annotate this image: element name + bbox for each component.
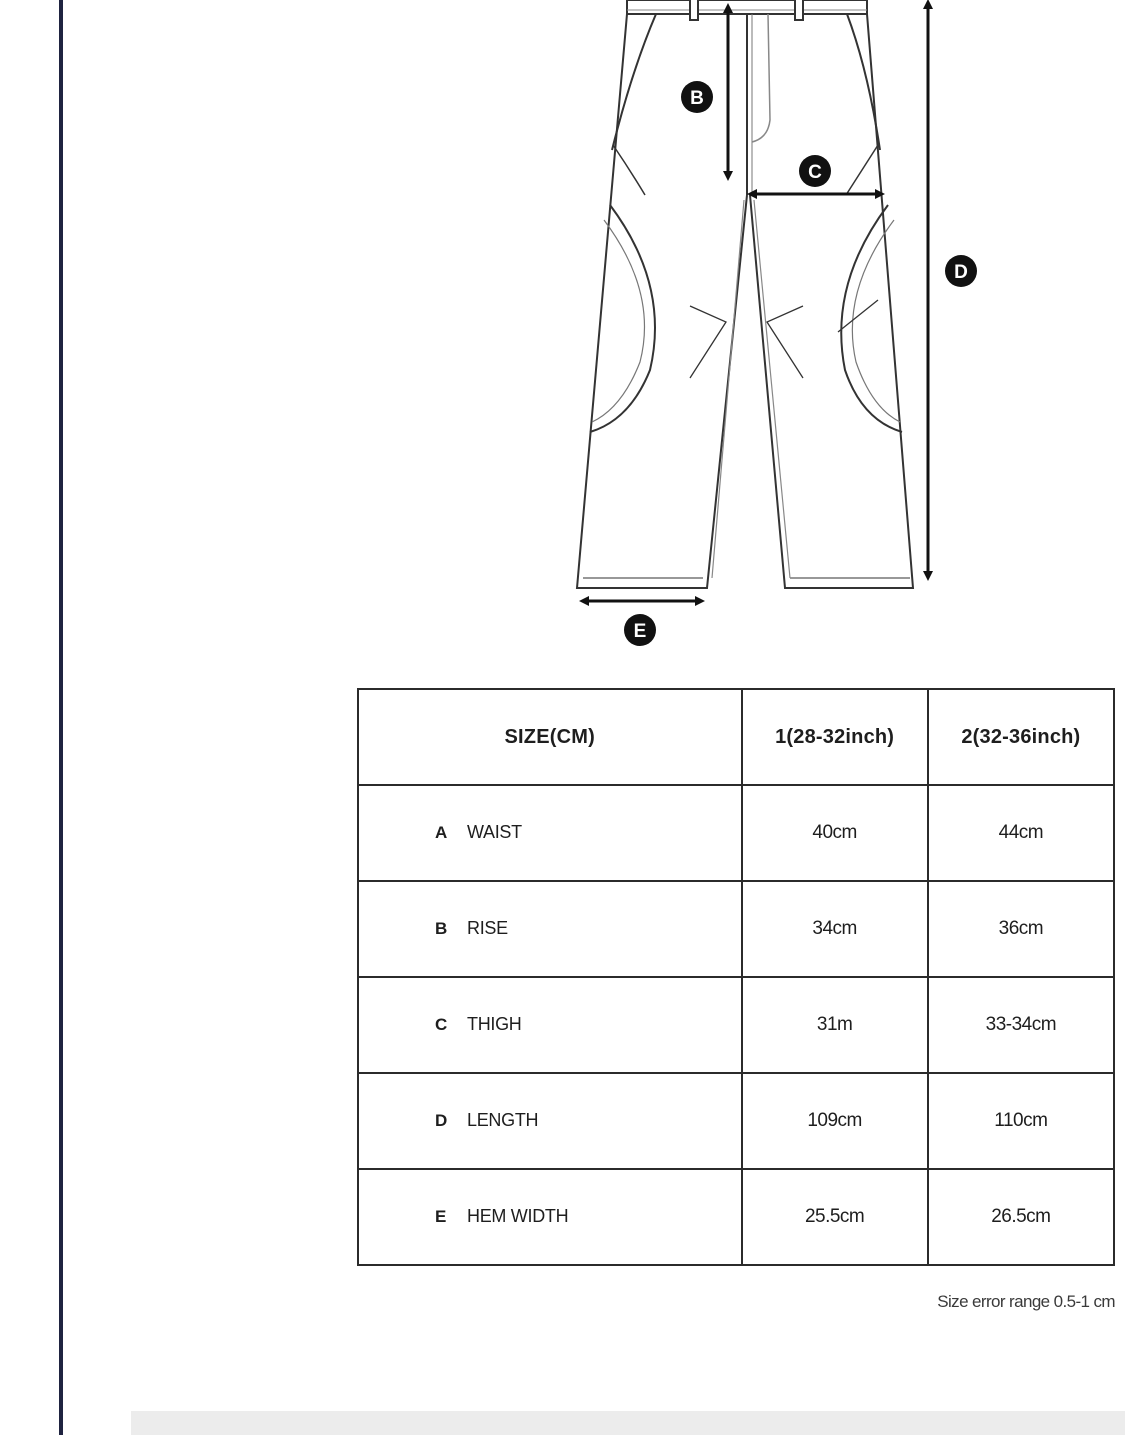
table-row (358, 1073, 1114, 1169)
table-row (358, 785, 1114, 881)
measurement-name: RISE (467, 918, 508, 938)
table-row (358, 881, 1114, 977)
measurement-value: 109cm (742, 1073, 928, 1169)
svg-text:D: D (954, 262, 968, 283)
table-header-row (358, 689, 1114, 785)
size-chart-table (357, 688, 1115, 1266)
size-header-label: SIZE(CM) (358, 689, 742, 785)
measurement-label (358, 881, 742, 977)
size-header-2: 2(32-36inch) (928, 689, 1114, 785)
measurement-letter: B (435, 919, 448, 938)
svg-text:C: C (808, 162, 822, 183)
svg-text:B: B (690, 88, 704, 109)
pants-measurement-diagram (0, 0, 1125, 680)
measurement-letter: A (435, 823, 448, 842)
measurement-arrows (584, 4, 928, 601)
measurement-value: 25.5cm (742, 1169, 928, 1265)
measurement-value: 44cm (928, 785, 1114, 881)
measurement-label (358, 785, 742, 881)
footer-band (131, 1411, 1125, 1435)
measurement-label (358, 977, 742, 1073)
measurement-letter: D (435, 1111, 448, 1130)
measurement-name: THIGH (467, 1014, 522, 1034)
measurement-value: 40cm (742, 785, 928, 881)
measurement-value: 110cm (928, 1073, 1114, 1169)
marker-badge-b (681, 81, 713, 113)
measurement-name: HEM WIDTH (467, 1206, 569, 1226)
table-row (358, 1169, 1114, 1265)
measurement-value: 33-34cm (928, 977, 1114, 1073)
measurement-value: 34cm (742, 881, 928, 977)
measurement-label (358, 1169, 742, 1265)
size-header-1: 1(28-32inch) (742, 689, 928, 785)
table-row (358, 977, 1114, 1073)
marker-badge-e (624, 614, 656, 646)
marker-badge-d (945, 255, 977, 287)
pants-outline (577, 0, 913, 588)
measurement-letter: C (435, 1015, 448, 1034)
measurement-name: LENGTH (467, 1110, 539, 1130)
measurement-value: 31m (742, 977, 928, 1073)
measurement-value: 36cm (928, 881, 1114, 977)
size-error-note: Size error range 0.5-1 cm (937, 1292, 1115, 1311)
measurement-value: 26.5cm (928, 1169, 1114, 1265)
measurement-label (358, 1073, 742, 1169)
measurement-name: WAIST (467, 822, 522, 842)
svg-text:E: E (633, 621, 647, 642)
marker-badge-c (799, 155, 831, 187)
measurement-letter: E (435, 1207, 447, 1226)
